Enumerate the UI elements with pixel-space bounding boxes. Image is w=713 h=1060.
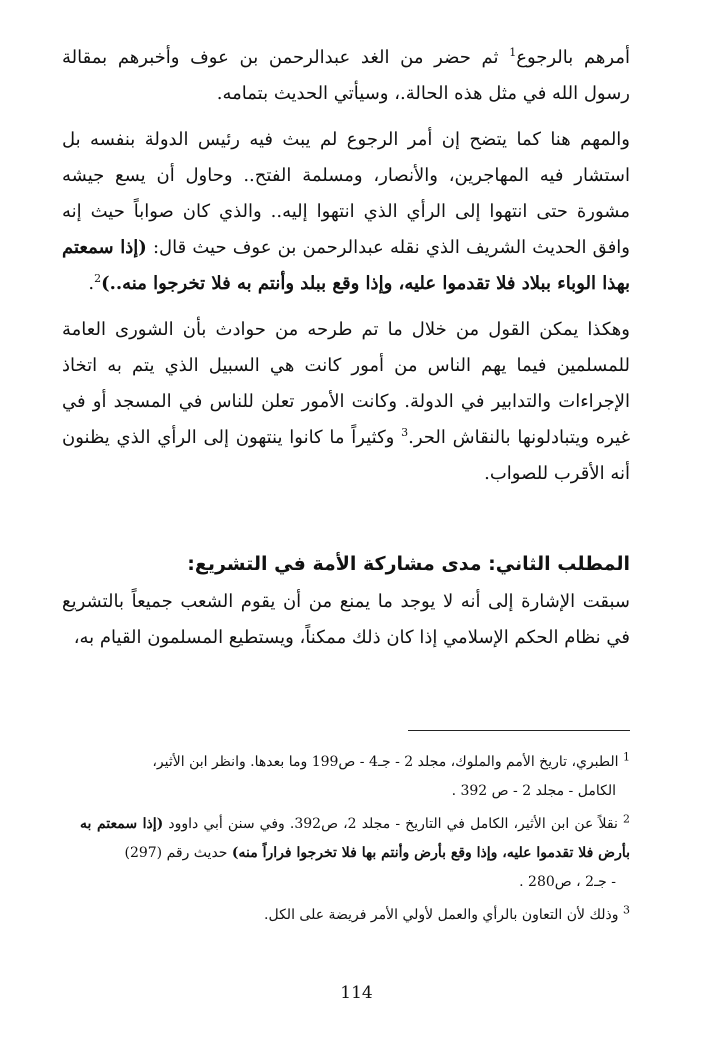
footnote-ref-1[interactable]: 1 (509, 46, 517, 59)
hadith-quote: (إذا سمعتم بهذا الوباء ببلاد فلا تقدموا عليه، وإذا وقع ببلد وأنتم به فلا تخرجوا منه..) (62, 237, 630, 294)
paragraph-3: وهكذا يمكن القول من خلال ما تم طرحه من حوادث بأن الشورى العامة للمسلمين فيما يهم الناس من أمور كانت هي السبيل الذي يتم به اتخاذ الإجراءات والتدابير في الدولة. وكانت الأمور تعلن للناس في المسجد أو في غيره ويتبادلونها بالنقاش الحر.$^3$ وكثيراً ما كانوا ينتهون إلى الرأي الذي يظنون أنه الأقرب للصواب. (62, 319, 631, 484)
footnote-2: $^2$ نقلاً عن ابن الأثير، الكامل في التاريخ - مجلد 2، ص392. وفي سنن أبي داوود (إذا سمعتم به بأرض فلا تقدموا عليه، وإذا وقع بأرض وأنتم بها فلا تخرجوا فراراً منه) حديث رقم (297) - جـ2 ، ص280 . (80, 812, 630, 890)
footnote-3: $^3$ وذلك لأن التعاون بالرأي والعمل لأولي الأمر فريضة على الكل. (264, 903, 630, 923)
footnote-1: $^1$ الطبري، تاريخ الأمم والملوك، مجلد 2 - جـ4 - ص199 وما بعدها. وانظر ابن الأثير، الكامل - مجلد 2 - ص 392 . (152, 750, 630, 799)
footnote-ref-3[interactable]: 3 (401, 426, 409, 439)
paragraph-2: والمهم هنا كما يتضح إن أمر الرجوع لم يبث فيه رئيس الدولة بنفسه بل استشار فيه المهاجرين، والأنصار، ومسلمة الفتح.. وحاول أن يسع جيشه مشورة حتى انتهوا إلى الرأي الذي انتهوا إليه.. والذي كان صواباً حيث إنه وافق الحديث الشريف الذي نقله عبدالرحمن بن عوف حيث قال: (إذا سمعتم بهذا الوباء ببلاد فلا تقدموا عليه، وإذا وقع ببلد وأنتم به فلا تخرجوا منه..)$^2$. (62, 129, 630, 294)
paragraph-1: أمرهم بالرجوع$^1$ ثم حضر من الغد عبدالرحمن بن عوف وأخبرهم بمقالة رسول الله في مثل هذه الحالة.، وسيأتي الحديث بتمامه. (62, 46, 631, 104)
footnotes (80, 748, 630, 934)
main-text (62, 40, 630, 656)
footnote-ref-2[interactable]: 2 (94, 272, 102, 285)
section-heading: المطلب الثاني: مدى مشاركة الأمة في التشريع: (187, 553, 630, 575)
footnote-separator (408, 730, 630, 731)
page-number: 114 (340, 983, 373, 1003)
paragraph-4: سبقت الإشارة إلى أنه لا يوجد ما يمنع من أن يقوم الشعب جميعاً بالتشريع في نظام الحكم الإسلامي إذا كان ذلك ممكناً، ويستطيع المسلمون القيام به، (62, 591, 630, 648)
